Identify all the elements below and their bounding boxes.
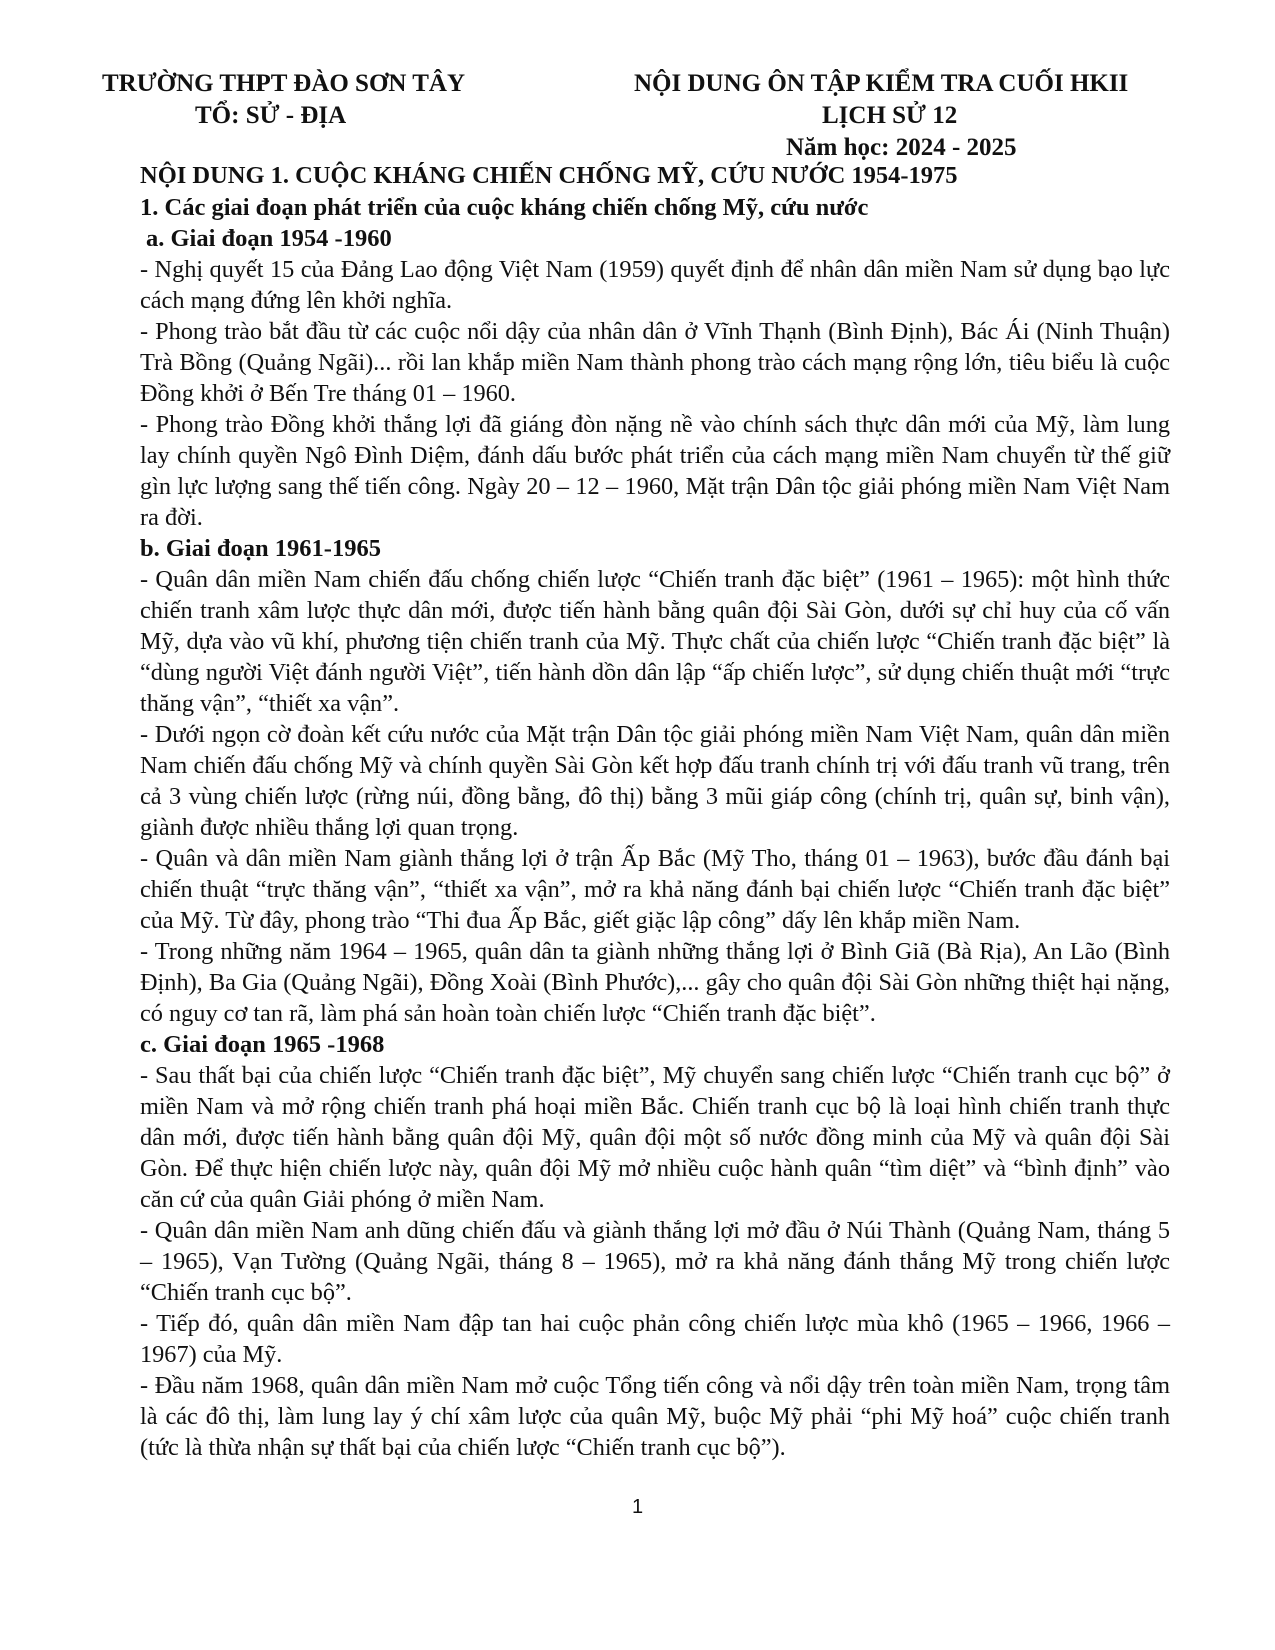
department-name: TỔ: SỬ - ĐỊA [195,102,347,129]
section-heading: 1. Các giai đoạn phát triển của cuộc kháng chiến chống Mỹ, cứu nước [140,194,869,221]
phase-heading: a. Giai đoạn 1954 -1960 [146,225,392,252]
paragraph: - Trong những năm 1964 – 1965, quân dân ta giành những thắng lợi ở Bình Giã (Bà Rịa), An Lão (Bình Định), Ba Gia (Quảng Ngãi), Đồng Xoài (Bình Phước),... gây cho quân đội Sài Gòn những thiệt hại nặng, có nguy cơ tan rã, làm phá sản hoàn toàn chiến lược “Chiến tranh đặc biệt”. [140,938,1170,1027]
main-heading: NỘI DUNG 1. CUỘC KHÁNG CHIẾN CHỐNG MỸ, CỨU NƯỚC 1954-1975 [140,162,958,189]
paragraph: - Tiếp đó, quân dân miền Nam đập tan hai cuộc phản công chiến lược mùa khô (1965 – 1966, 1966 – 1967) của Mỹ. [140,1310,1170,1368]
subject-name: LỊCH SỬ 12 [822,102,958,129]
paragraph: - Quân dân miền Nam anh dũng chiến đấu và giành thắng lợi mở đầu ở Núi Thành (Quảng Nam, tháng 5 – 1965), Vạn Tường (Quảng Ngãi, tháng 8 – 1965), mở ra khả năng đánh thắng Mỹ trong chiến lược “Chiến tranh cục bộ”. [140,1217,1170,1306]
document-title: NỘI DUNG ÔN TẬP KIỂM TRA CUỐI HKII [634,70,1129,97]
paragraph: - Phong trào bắt đầu từ các cuộc nổi dậy của nhân dân ở Vĩnh Thạnh (Bình Định), Bác Ái (Ninh Thuận) Trà Bồng (Quảng Ngãi)... rồi lan khắp miền Nam thành phong trào cách mạng rộng lớn, tiêu biểu là cuộc Đồng khởi ở Bến Tre tháng 01 – 1960. [140,318,1170,407]
paragraph: - Phong trào Đồng khởi thắng lợi đã giáng đòn nặng nề vào chính sách thực dân mới của Mỹ, làm lung lay chính quyền Ngô Đình Diệm, đánh dấu bước phát triển của cách mạng miền Nam chuyển từ thế giữ gìn lực lượng sang thế tiến công. Ngày 20 – 12 – 1960, Mặt trận Dân tộc giải phóng miền Nam Việt Nam ra đời. [140,411,1170,531]
paragraph: - Dưới ngọn cờ đoàn kết cứu nước của Mặt trận Dân tộc giải phóng miền Nam Việt Nam, quân dân miền Nam chiến đấu chống Mỹ và chính quyền Sài Gòn kết hợp đấu tranh chính trị với đấu tranh vũ trang, trên cả 3 vùng chiến lược (rừng núi, đồng bằng, đô thị) bằng 3 mũi giáp công (chính trị, quân sự, binh vận), giành được nhiều thắng lợi quan trọng. [140,721,1170,841]
paragraph: - Đầu năm 1968, quân dân miền Nam mở cuộc Tổng tiến công và nổi dậy trên toàn miền Nam, trọng tâm là các đô thị, làm lung lay ý chí xâm lược của quân Mỹ, buộc Mỹ phải “phi Mỹ hoá” cuộc chiến tranh (tức là thừa nhận sự thất bại của chiến lược “Chiến tranh cục bộ”). [140,1372,1170,1461]
paragraph: - Quân và dân miền Nam giành thắng lợi ở trận Ấp Bắc (Mỹ Tho, tháng 01 – 1963), bước đầu đánh bại chiến thuật “trực thăng vận”, “thiết xa vận”, mở ra khả năng đánh bại chiến lược “Chiến tranh đặc biệt” của Mỹ. Từ đây, phong trào “Thi đua Ấp Bắc, giết giặc lập công” dấy lên khắp miền Nam. [140,845,1170,934]
page-number: 1 [631,1496,644,1518]
paragraph: - Nghị quyết 15 của Đảng Lao động Việt Nam (1959) quyết định để nhân dân miền Nam sử dụng bạo lực cách mạng đứng lên khởi nghĩa. [140,256,1170,314]
phase-heading: b. Giai đoạn 1961-1965 [140,535,381,562]
phase-heading: c. Giai đoạn 1965 -1968 [140,1031,385,1058]
school-year: Năm học: 2024 - 2025 [786,134,1017,161]
paragraph: - Sau thất bại của chiến lược “Chiến tranh đặc biệt”, Mỹ chuyển sang chiến lược “Chiến tranh cục bộ” ở miền Nam và mở rộng chiến tranh phá hoại miền Bắc. Chiến tranh cục bộ là loại hình chiến tranh thực dân mới, được tiến hành bằng quân đội Mỹ, quân đội một số nước đồng minh của Mỹ và quân đội Sài Gòn. Để thực hiện chiến lược này, quân đội Mỹ mở nhiều cuộc hành quân “tìm diệt” và “bình định” vào căn cứ của quân Giải phóng ở miền Nam. [140,1062,1170,1213]
document-body [140,160,1170,1463]
school-name: TRƯỜNG THPT ĐÀO SƠN TÂY [102,70,466,97]
paragraph: - Quân dân miền Nam chiến đấu chống chiến lược “Chiến tranh đặc biệt” (1961 – 1965): một hình thức chiến tranh xâm lược thực dân mới, được tiến hành bằng quân đội Sài Gòn, dưới sự chỉ huy của cố vấn Mỹ, dựa vào vũ khí, phương tiện chiến tranh của Mỹ. Thực chất của chiến lược “Chiến tranh đặc biệt” là “dùng người Việt đánh người Việt”, tiến hành dồn dân lập “ấp chiến lược”, sử dụng chiến thuật mới “trực thăng vận”, “thiết xa vận”. [140,566,1170,717]
